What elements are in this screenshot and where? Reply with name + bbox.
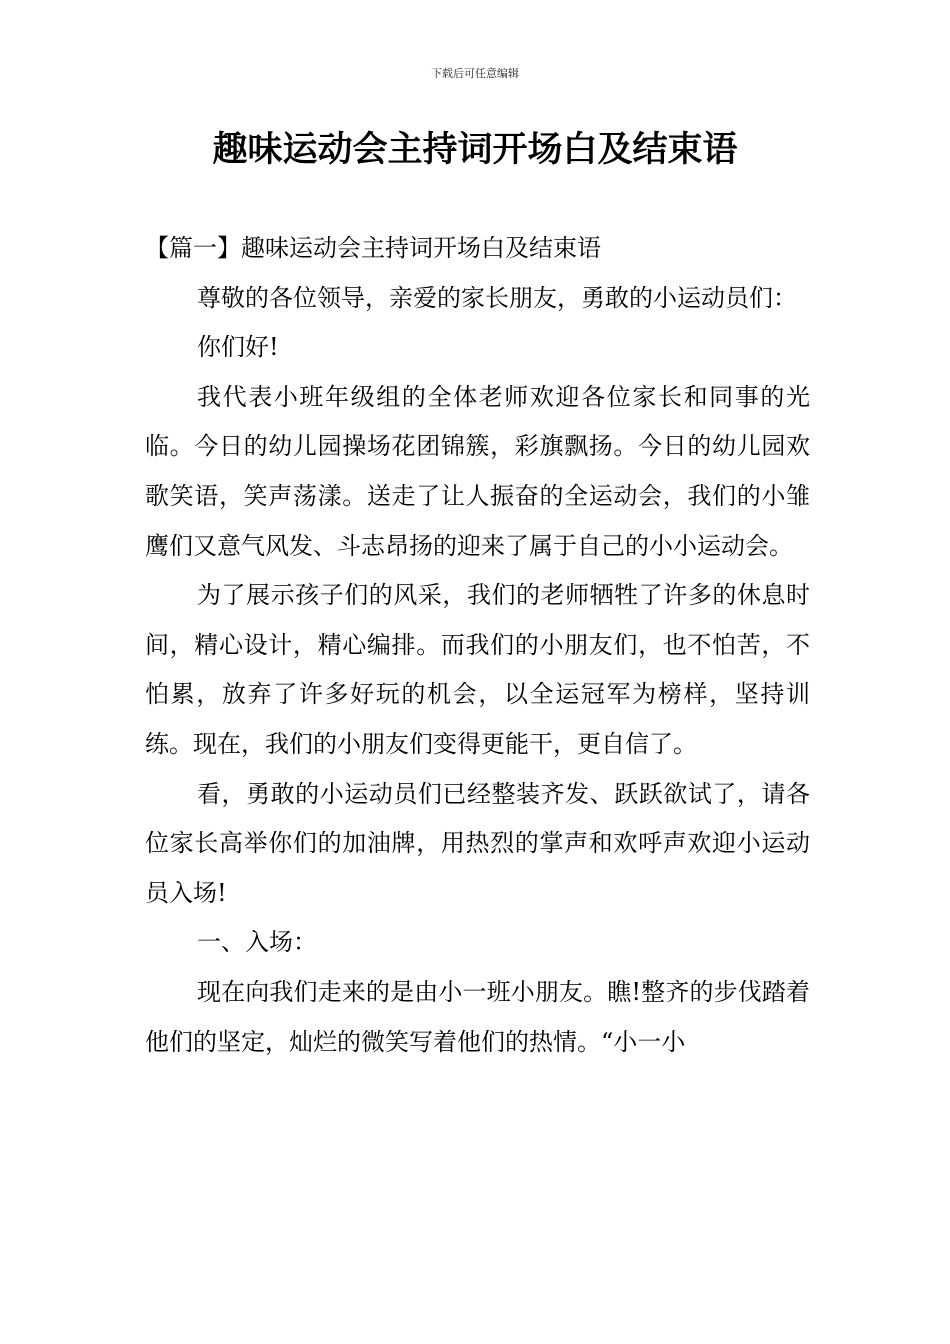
document-body: [145, 224, 810, 1067]
paragraph-class-one: 现在向我们走来的是由小一班小朋友。瞧!整齐的步伐踏着他们的坚定，灿烂的微笑写着他们的热情。“小一小: [145, 977, 810, 1056]
section-heading: 【篇一】趣味运动会主持词开场白及结束语: [145, 234, 601, 262]
document-title: 趣味运动会主持词开场白及结束语: [212, 130, 738, 170]
paragraph-teachers: 为了展示孩子们的风采，我们的老师牺牲了许多的休息时间，精心设计，精心编排。而我们的小朋友们，也不怕苦，不怕累，放弃了许多好玩的机会，以全运冠军为榜样，坚持训练。现在，我们的小朋友们变得更能干，更自信了。: [145, 581, 810, 758]
paragraph-greeting: 尊敬的各位领导，亲爱的家长朋友，勇敢的小运动员们：: [197, 283, 797, 312]
header-note: 下载后可任意编辑: [431, 67, 519, 80]
paragraph-entrance-heading: 一、入场：: [197, 928, 317, 957]
paragraph-athletes: 看，勇敢的小运动员们已经整装齐发、跃跃欲试了，请各位家长高举你们的加油牌，用热烈的掌声和欢呼声欢迎小运动员入场!: [145, 779, 810, 907]
paragraph-hello: 你们好!: [197, 333, 279, 362]
paragraph-welcome: 我代表小班年级组的全体老师欢迎各位家长和同事的光临。今日的幼儿园操场花团锦簇，彩旗飘扬。今日的幼儿园欢歌笑语，笑声荡漾。送走了让人振奋的全运动会，我们的小雏鹰们又意气风发、斗志昂扬的迎来了属于自己的小小运动会。: [145, 382, 810, 560]
